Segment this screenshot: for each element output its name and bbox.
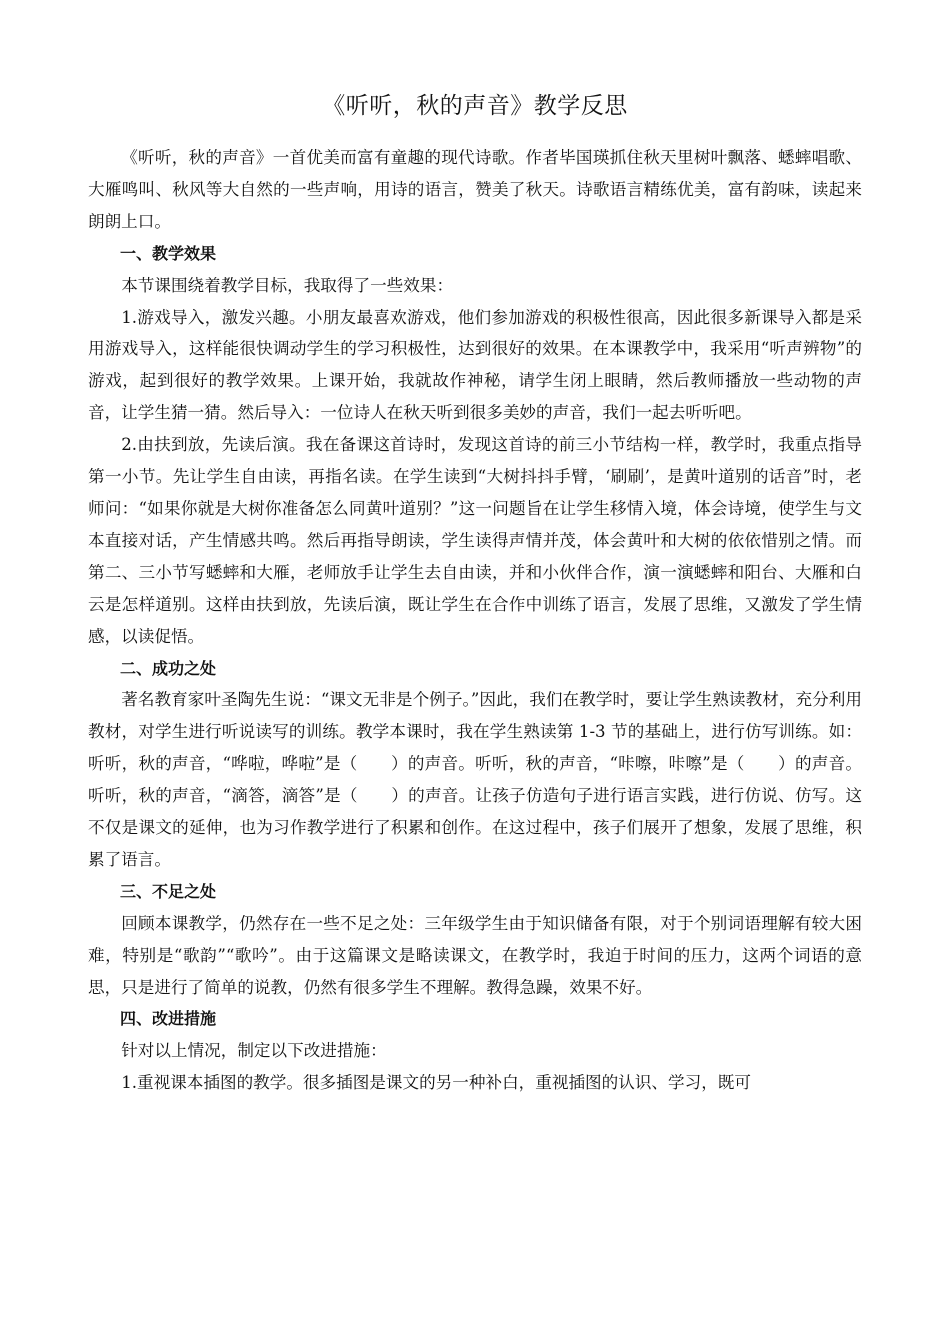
section-heading-success: 二、成功之处 xyxy=(120,658,217,678)
paragraph: 1.游戏导入，激发兴趣。小朋友最喜欢游戏，他们参加游戏的积极性很高，因此很多新课导入都是采用游戏导入，这样能很快调动学生的学习积极性，达到很好的效果。在本课教学中，我采用“听声辨物”的游戏，起到很好的教学效果。上课开始，我就故作神秘，请学生闭上眼睛，然后教师播放一些动物的声音，让学生猜一猜。然后导入：一位诗人在秋天听到很多美妙的声音，我们一起去听听吧。 xyxy=(88,307,862,423)
section-heading-shortcomings: 三、不足之处 xyxy=(120,881,217,901)
paragraph: 1.重视课本插图的教学。很多插图是课文的另一种补白，重视插图的认识、学习，既可 xyxy=(121,1073,751,1093)
section-heading-teaching-effect: 一、教学效果 xyxy=(120,243,217,263)
document-page xyxy=(88,88,862,1099)
paragraph: 著名教育家叶圣陶先生说：“课文无非是个例子。”因此，我们在教学时，要让学生熟读教材，充分利用教材，对学生进行听说读写的训练。教学本课时，我在学生熟读第 1-3 节的基础上，进行仿写训练。如：听听，秋的声音，“哗啦，哗啦”是（ ）的声音。听听，秋的声音，“咔嚓，咔嚓”是（ ）的声音。听听，秋的声音，“滴答，滴答”是（ ）的声音。让孩子仿造句子进行语言实践，进行仿说、仿写。这不仅是课文的延伸，也为习作教学进行了积累和创作。在这过程中，孩子们展开了想象，发展了思维，积累了语言。 xyxy=(88,690,862,869)
paragraph: 2.由扶到放，先读后演。我在备课这首诗时，发现这首诗的前三小节结构一样，教学时，我重点指导第一小节。先让学生自由读，再指名读。在学生读到“大树抖抖手臂，‘刷刷’，是黄叶道别的话音”时，老师问：“如果你就是大树你准备怎么同黄叶道别？”这一问题旨在让学生移情入境，体会诗境，使学生与文本直接对话，产生情感共鸣。然后再指导朗读，学生读得声情并茂，体会黄叶和大树的依依惜别之情。而第二、三小节写蟋蟀和大雁，老师放手让学生去自由读，并和小伙伴合作，演一演蟋蟀和阳台、大雁和白云是怎样道别。这样由扶到放，先读后演，既让学生在合作中训练了语言，发展了思维，又激发了学生情感，以读促悟。 xyxy=(88,435,862,646)
paragraph: 回顾本课教学，仍然存在一些不足之处：三年级学生由于知识储备有限，对于个别词语理解有较大困难，特别是“歌韵”“歌吟”。由于这篇课文是略读课文，在教学时，我迫于时间的压力，这两个词语的意思，只是进行了简单的说教，仍然有很多学生不理解。教得急躁，效果不好。 xyxy=(88,913,862,997)
document-title: 《听听，秋的声音》教学反思 xyxy=(322,93,628,119)
intro-paragraph: 《听听，秋的声音》一首优美而富有童趣的现代诗歌。作者毕国瑛抓住秋天里树叶飘落、蟋蟀唱歌、大雁鸣叫、秋风等大自然的一些声响，用诗的语言，赞美了秋天。诗歌语言精练优美，富有韵味，读起来朗朗上口。 xyxy=(88,148,862,231)
paragraph: 本节课围绕着教学目标，我取得了一些效果： xyxy=(121,275,454,295)
section-heading-improvements: 四、改进措施 xyxy=(120,1009,217,1029)
paragraph: 针对以上情况，制定以下改进措施： xyxy=(121,1041,387,1061)
